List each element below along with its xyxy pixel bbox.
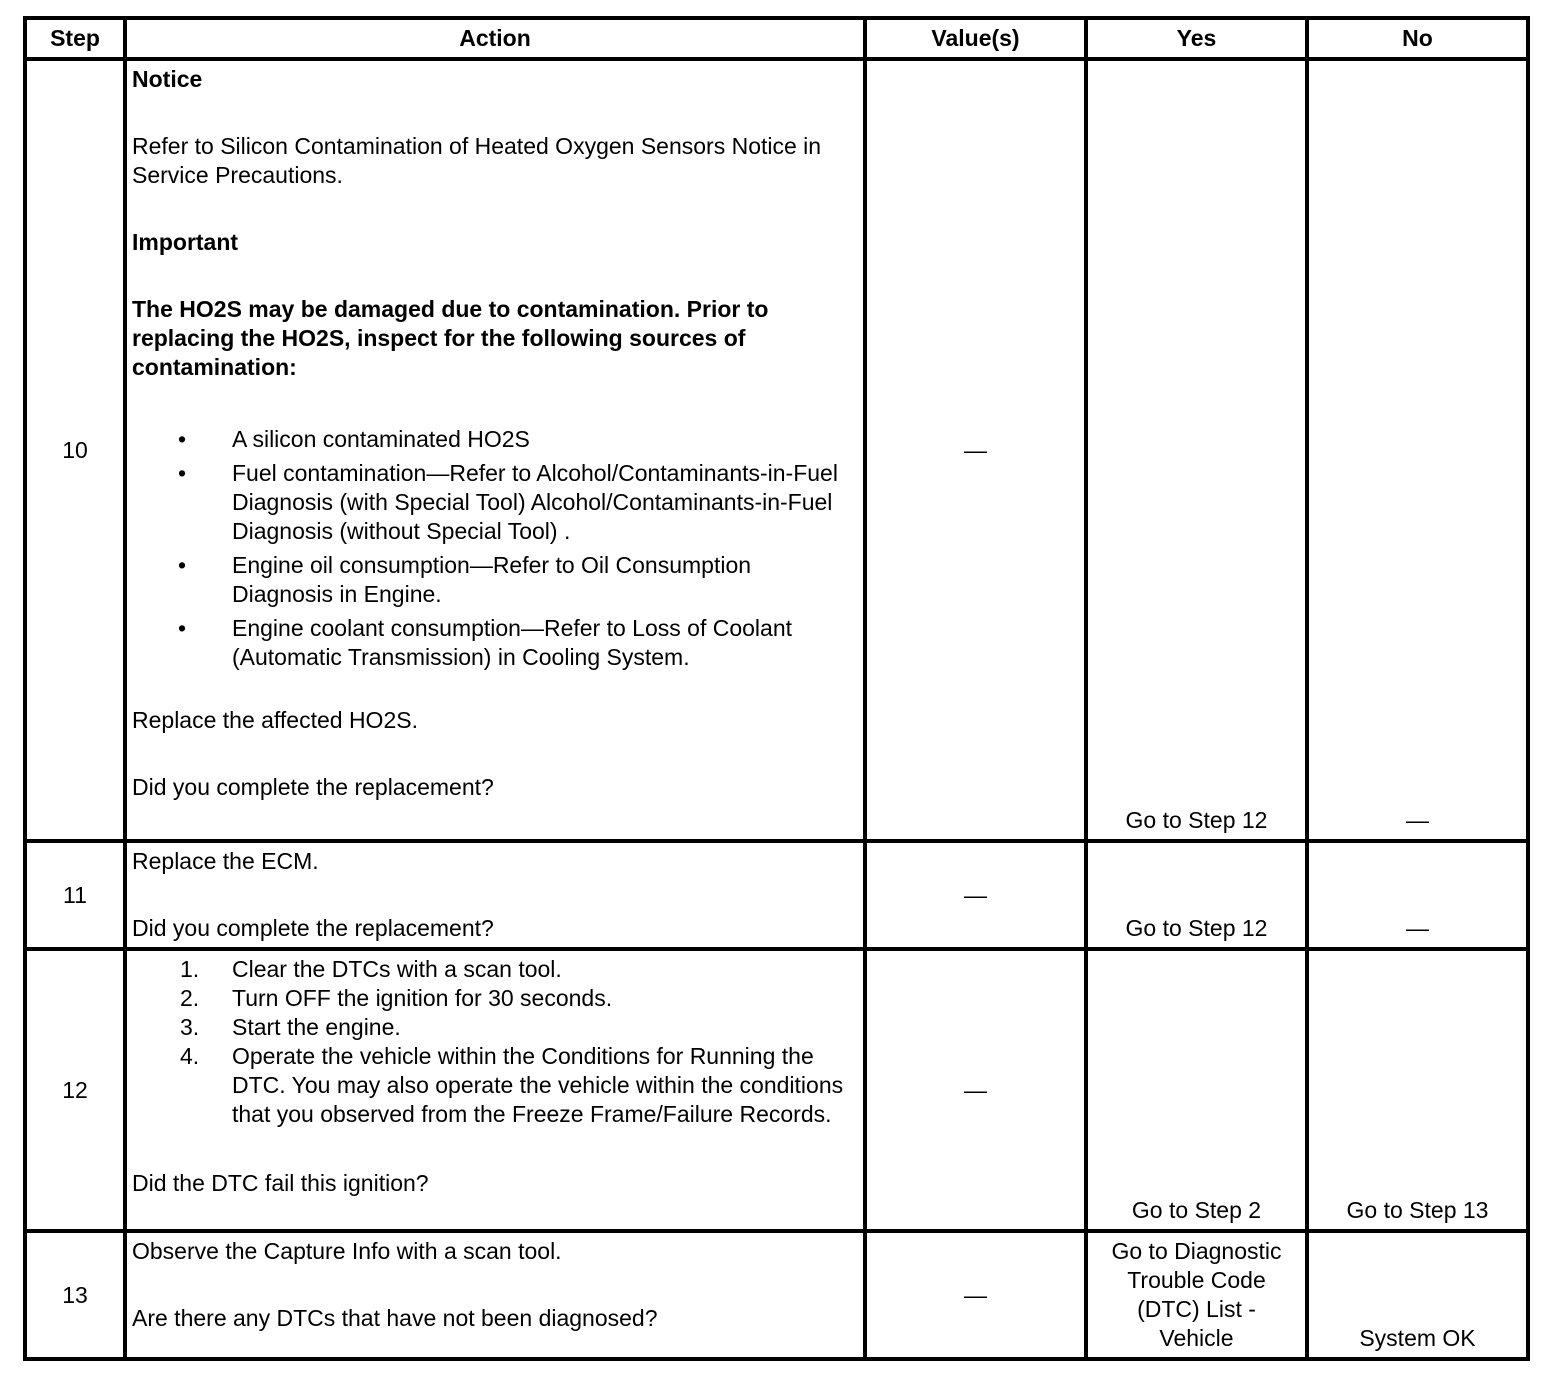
- header-yes: Yes: [1086, 18, 1307, 59]
- table-row-step-10: [25, 59, 1528, 841]
- list-item-text: Engine oil consumption—Refer to Oil Consumption Diagnosis in Engine.: [232, 552, 752, 607]
- list-item: [132, 955, 857, 984]
- list-item-text: A silicon contaminated HO2S: [232, 426, 530, 452]
- header-row: [25, 18, 1528, 59]
- list-item-text: Turn OFF the ignition for 30 seconds.: [232, 985, 613, 1011]
- table-row-step-13: [25, 1231, 1528, 1359]
- yes-result: Go to Diagnostic Trouble Code (DTC) List - Vehicle: [1111, 1238, 1282, 1351]
- contamination-sources-list: [132, 425, 857, 672]
- bullet-icon: •: [178, 615, 187, 641]
- header-no: No: [1307, 18, 1528, 59]
- list-item-text: Engine coolant consumption—Refer to Loss of Coolant (Automatic Transmission) in Cooling System.: [232, 615, 792, 670]
- step-number: 10: [25, 59, 125, 841]
- header-values: Value(s): [865, 18, 1086, 59]
- list-item-text: Start the engine.: [232, 1014, 401, 1040]
- value-cell: —: [865, 59, 1086, 841]
- question-text: Did the DTC fail this ignition?: [132, 1170, 429, 1196]
- question-text: Did you complete the replacement?: [132, 915, 494, 941]
- list-item: [132, 1042, 857, 1129]
- question-text: Are there any DTCs that have not been diagnosed?: [132, 1305, 658, 1331]
- procedure-list: [132, 955, 857, 1129]
- header-action: Action: [125, 18, 865, 59]
- value-cell: —: [865, 1231, 1086, 1359]
- no-cell: [1307, 1231, 1528, 1359]
- bullet-icon: •: [178, 426, 187, 452]
- notice-text: Refer to Silicon Contamination of Heated Oxygen Sensors Notice in Service Precautions.: [132, 133, 822, 188]
- step-number: 13: [25, 1231, 125, 1359]
- question-text: Did you complete the replacement?: [132, 774, 494, 800]
- no-result: —: [1406, 915, 1429, 941]
- bullet-icon: •: [178, 460, 187, 486]
- value-cell: —: [865, 841, 1086, 949]
- instruction-text: Replace the ECM.: [132, 848, 319, 874]
- list-item: [132, 984, 857, 1013]
- list-item: [132, 551, 857, 609]
- diagnostic-table: [23, 16, 1530, 1361]
- yes-result: Go to Step 2: [1131, 1197, 1262, 1223]
- list-item-number: 3.: [180, 1014, 200, 1040]
- yes-result: Go to Step 12: [1125, 915, 1268, 941]
- no-cell: [1307, 841, 1528, 949]
- action-cell: [125, 841, 865, 949]
- list-item: [132, 1013, 857, 1042]
- yes-cell: [1086, 949, 1307, 1231]
- no-cell: [1307, 59, 1528, 841]
- list-item: [132, 614, 857, 672]
- action-cell: [125, 949, 865, 1231]
- step-number: 11: [25, 841, 125, 949]
- action-cell: [125, 1231, 865, 1359]
- list-item: [132, 425, 857, 454]
- action-cell: [125, 59, 865, 841]
- step-number: 12: [25, 949, 125, 1231]
- list-item-number: 2.: [180, 985, 200, 1011]
- list-item-text: Fuel contamination—Refer to Alcohol/Contaminants-in-Fuel Diagnosis (with Special Tool) Alcohol/Contaminants-in-Fuel Diagnosis (without Special Tool) .: [232, 460, 838, 544]
- no-result: —: [1406, 807, 1429, 833]
- no-result: System OK: [1359, 1325, 1476, 1351]
- notice-heading: Notice: [132, 66, 203, 92]
- list-item: [132, 459, 857, 546]
- no-cell: [1307, 949, 1528, 1231]
- list-item-text: Clear the DTCs with a scan tool.: [232, 956, 562, 982]
- bullet-icon: •: [178, 552, 187, 578]
- list-item-number: 1.: [180, 956, 200, 982]
- table-row-step-12: [25, 949, 1528, 1231]
- list-item-text: Operate the vehicle within the Conditions for Running the DTC. You may also operate the vehicle within the conditions that you observed from the Freeze Frame/Failure Records.: [232, 1043, 844, 1127]
- instruction-text: Replace the affected HO2S.: [132, 707, 418, 733]
- no-result: Go to Step 13: [1346, 1197, 1489, 1223]
- yes-result: Go to Step 12: [1125, 807, 1268, 833]
- header-step: Step: [25, 18, 125, 59]
- yes-cell: [1086, 59, 1307, 841]
- table-row-step-11: [25, 841, 1528, 949]
- list-item-number: 4.: [180, 1043, 200, 1069]
- yes-cell: [1086, 1231, 1307, 1359]
- instruction-text: Observe the Capture Info with a scan tool.: [132, 1238, 562, 1264]
- important-heading: Important: [132, 229, 239, 255]
- important-text: The HO2S may be damaged due to contamination. Prior to replacing the HO2S, inspect for the following sources of contamination:: [132, 296, 769, 380]
- value-cell: —: [865, 949, 1086, 1231]
- yes-cell: [1086, 841, 1307, 949]
